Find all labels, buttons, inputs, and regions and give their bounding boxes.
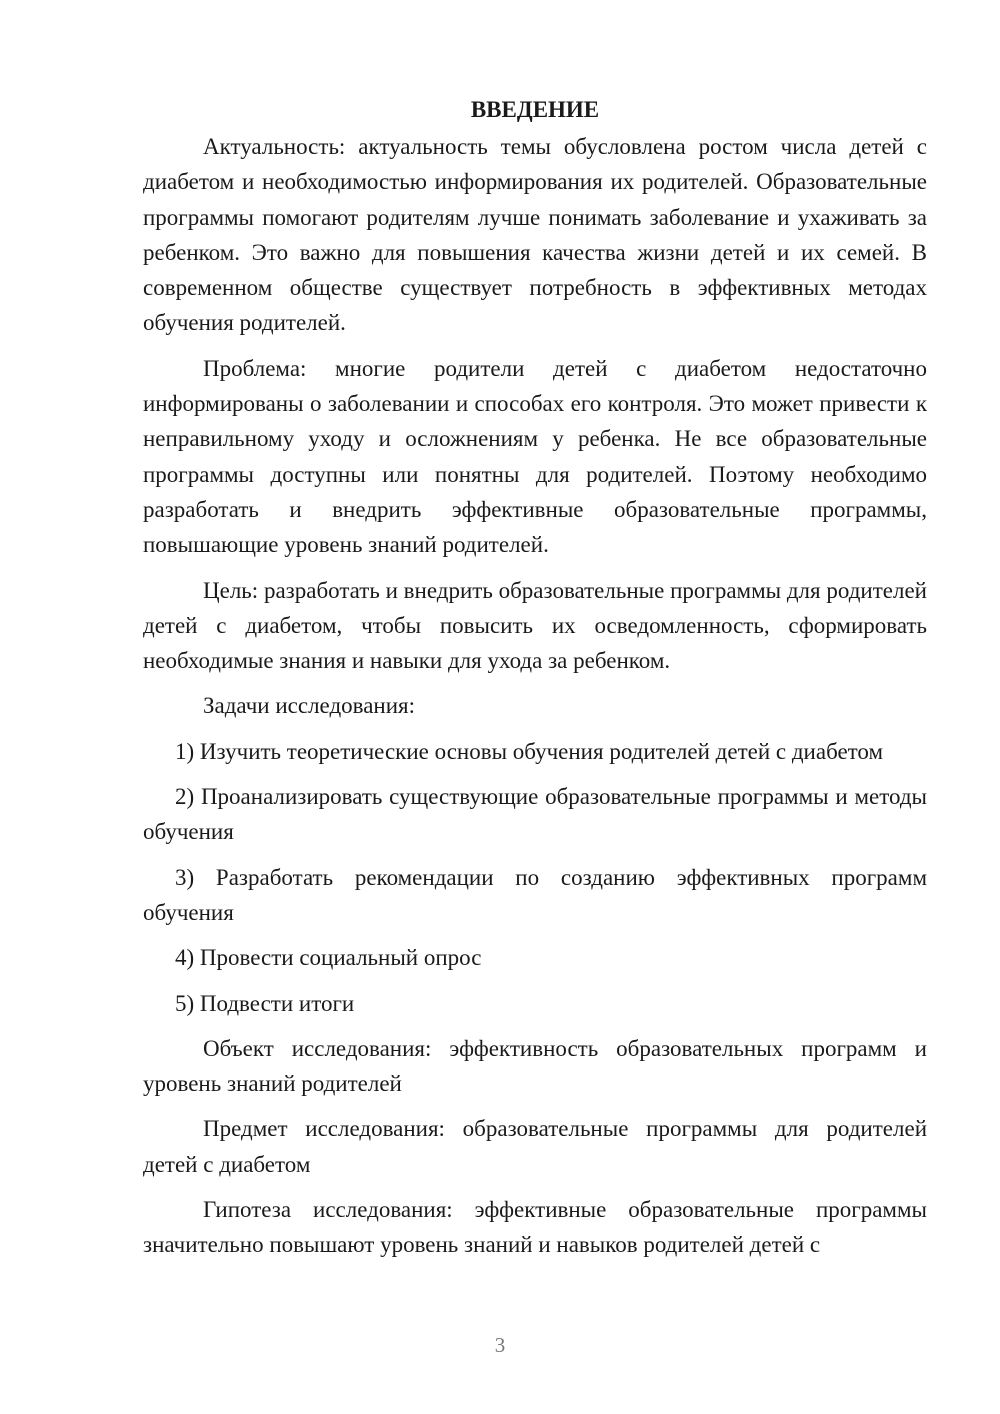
hypothesis-paragraph: Гипотеза исследования: эффективные образовательные программы значительно повышают уровень знаний и навыков родителей детей с [143,1197,927,1258]
task-item: 3) Разработать рекомендации по созданию эффективных программ обучения [143,864,927,925]
document-page [143,92,927,1263]
task-item: 1) Изучить теоретические основы обучения родителей детей с диабетом [175,738,884,764]
section-title: ВВЕДЕНИЕ [470,97,600,122]
relevance-paragraph: Актуальность: актуальность темы обусловлена ростом числа детей с диабетом и необходимостью информирования их родителей. Образовательные программы помогают родителям лучше понимать заболевание и ухаживать за ребенком. Это важно для повышения качества жизни детей и их семей. В современном обществе существует потребность в эффективных методах обучения родителей. [143,134,927,336]
tasks-heading: Задачи исследования: [203,693,416,719]
task-item: 2) Проанализировать существующие образовательные программы и методы обучения [143,784,927,845]
goal-paragraph: Цель: разработать и внедрить образовательные программы для родителей детей с диабетом, чтобы повысить их осведомленность, сформировать необходимые знания и навыки для ухода за ребенком. [143,577,927,674]
subject-paragraph: Предмет исследования: образовательные программы для родителей детей с диабетом [143,1116,927,1177]
task-item: 5) Подвести итоги [175,990,355,1016]
object-paragraph: Объект исследования: эффективность образовательных программ и уровень знаний родителей [143,1035,927,1097]
page-number: 3 [494,1333,506,1357]
task-item: 4) Провести социальный опрос [175,945,482,971]
problem-paragraph: Проблема: многие родители детей с диабетом недостаточно информированы о заболевании и способах его контроля. Это может привести к неправильному уходу и осложнениям у ребенка. Не все образовательные программы доступны или понятны для родителей. Поэтому необходимо разработать и внедрить эффективные образовательные программы, повышающие уровень знаний родителей. [143,355,927,558]
